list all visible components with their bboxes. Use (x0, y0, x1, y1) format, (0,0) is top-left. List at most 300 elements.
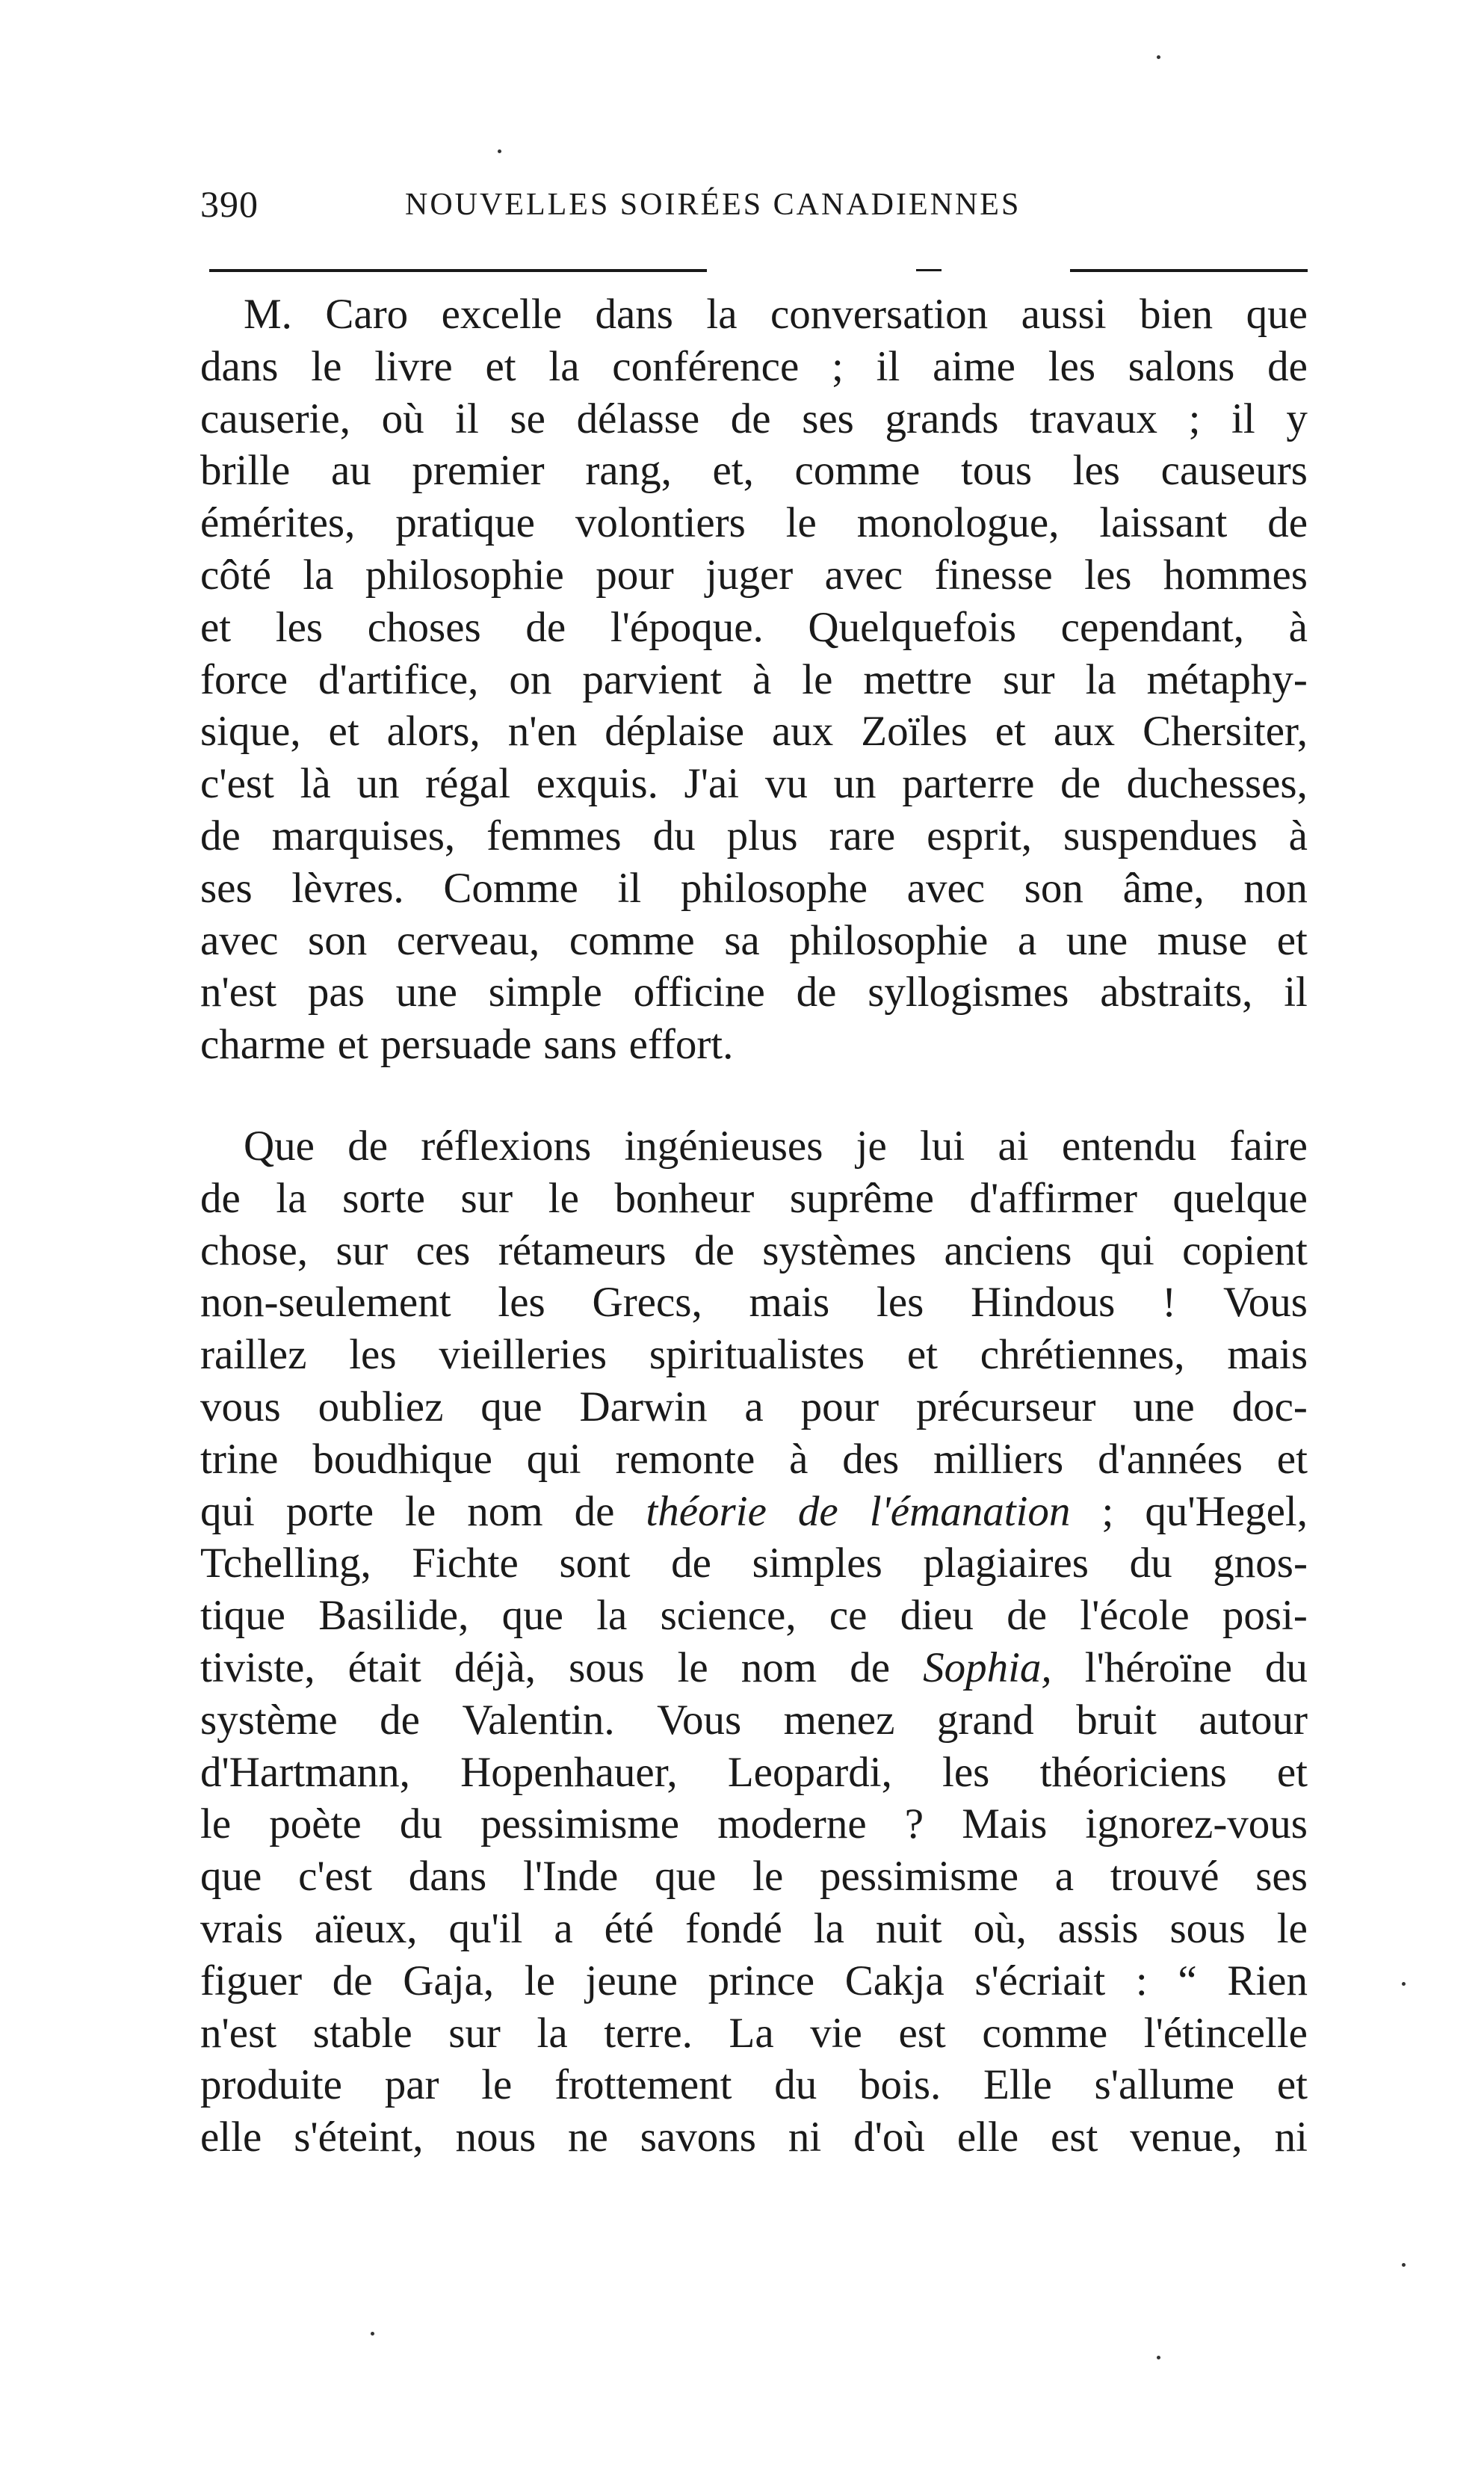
word: qui (200, 1487, 255, 1535)
text-line (200, 1225, 1308, 1277)
running-head (200, 182, 1308, 235)
word: ne (568, 2114, 608, 2161)
word: sa (724, 916, 760, 964)
word: le (752, 1853, 784, 1901)
text-line (200, 1955, 1308, 2007)
word: et (1276, 1748, 1308, 1796)
word: grands (885, 395, 999, 442)
word: Rien (1227, 1957, 1308, 2004)
word: marquises, (271, 812, 456, 859)
text-line (200, 341, 1308, 393)
word: quelque (1172, 1174, 1308, 1222)
word: dans (595, 291, 673, 338)
word: dans (408, 1853, 487, 1901)
word: avec (906, 864, 986, 912)
word: Zoïles (861, 708, 968, 756)
word: que (501, 1592, 563, 1640)
word: plus (726, 812, 798, 859)
word: nuit (875, 1904, 942, 1952)
paragraph (200, 1120, 1308, 2164)
word: la (813, 1904, 844, 1952)
word: d'artifice, (318, 655, 479, 703)
word: simples (752, 1540, 882, 1587)
text-line (200, 1642, 1308, 1694)
word: vieilleries (439, 1331, 607, 1379)
word: cerveau, (396, 916, 540, 964)
word: une (395, 969, 457, 1016)
word: qu'il (448, 1904, 523, 1952)
word: et (1276, 1435, 1308, 1483)
word: sur (1002, 655, 1055, 703)
word: théorie (646, 1487, 767, 1535)
word: chrétiennes, (980, 1331, 1185, 1379)
word: Hopenhauer, (460, 1748, 678, 1796)
word: salons (1128, 342, 1235, 390)
word: et, (712, 447, 754, 495)
word: que (655, 1853, 717, 1901)
word: du (774, 2061, 817, 2109)
word: savons (640, 2114, 756, 2161)
text-line (200, 862, 1308, 915)
word: M. (244, 291, 292, 338)
word: esprit, (927, 812, 1033, 859)
word: pessimisme (480, 1800, 680, 1848)
word: Hindous (971, 1279, 1116, 1327)
word: où (381, 395, 424, 442)
word: de (200, 812, 241, 859)
print-speck (1402, 1982, 1406, 1986)
word: sur (448, 2009, 501, 2057)
word: de (380, 1696, 420, 1744)
word: exquis. (536, 760, 658, 808)
text-line (200, 445, 1308, 497)
word: de (1267, 499, 1308, 547)
word: ni (1274, 2114, 1308, 2161)
word: a (1054, 1853, 1075, 1901)
word: Leopardi, (727, 1748, 892, 1796)
text-line (200, 1381, 1308, 1433)
text-line (200, 810, 1308, 862)
text-line (200, 1747, 1308, 1799)
print-speck (1157, 55, 1160, 59)
word: le (802, 655, 833, 703)
word: mettre (863, 655, 972, 703)
word: posi- (1222, 1592, 1308, 1640)
text-line (200, 2059, 1308, 2111)
word: et (328, 708, 359, 756)
word: venue, (1130, 2114, 1243, 2161)
word: syllogismes (868, 969, 1069, 1016)
word: les (942, 1748, 990, 1796)
word: bruit (1076, 1696, 1157, 1744)
word: non (1243, 864, 1308, 912)
word: où, (973, 1904, 1027, 1952)
word: ce (829, 1592, 868, 1640)
word: ! (1162, 1279, 1177, 1327)
word: les (1084, 551, 1132, 599)
word: trouvé (1110, 1853, 1219, 1901)
word: d'où (853, 2114, 925, 2161)
word: le (548, 1174, 579, 1222)
word: se (510, 395, 545, 442)
text-line (200, 288, 1308, 341)
word: par (384, 2061, 439, 2109)
word: côté (200, 551, 271, 599)
word: s'allume (1094, 2061, 1235, 2109)
word: pratique (395, 499, 535, 547)
word: de (796, 969, 837, 1016)
text-line (200, 706, 1308, 758)
text-line (200, 966, 1308, 1019)
word: qui (1099, 1226, 1154, 1274)
word: bien (1140, 291, 1214, 338)
word: la (1085, 655, 1116, 703)
word: était (347, 1643, 421, 1691)
word: remonte (615, 1435, 755, 1483)
word: Que (244, 1122, 315, 1170)
word: il (617, 864, 642, 912)
word: jeune (585, 1957, 678, 2004)
word: livre (374, 342, 453, 390)
word: métaphy- (1146, 655, 1308, 703)
word: son (1024, 864, 1083, 912)
word: de (797, 1487, 838, 1535)
word: laissant (1099, 499, 1228, 547)
word: pessimisme (820, 1853, 1019, 1901)
word: il (1284, 969, 1308, 1016)
word: de (347, 1122, 389, 1170)
word: suprême (789, 1174, 934, 1222)
word: chose, (200, 1226, 309, 1274)
text-line (200, 1486, 1308, 1538)
word: une (1133, 1383, 1195, 1430)
word: simple (488, 969, 602, 1016)
word: nom (467, 1487, 543, 1535)
word: force (200, 655, 288, 703)
word: l'émanation (869, 1487, 1071, 1535)
word: Grecs, (592, 1279, 702, 1327)
word: et (1276, 916, 1308, 964)
word: le (785, 499, 817, 547)
word: système (200, 1696, 338, 1744)
body-text (200, 288, 1308, 2164)
word: s'écriait (974, 1957, 1106, 2004)
word: n'est (200, 969, 277, 1016)
word: les (1072, 447, 1120, 495)
word: tique (200, 1592, 285, 1640)
word: grand (936, 1696, 1034, 1744)
word: et (1276, 2061, 1308, 2109)
word: c'est (298, 1853, 372, 1901)
word: sorte (342, 1174, 425, 1222)
word: gnos- (1213, 1540, 1308, 1587)
word: porte (285, 1487, 374, 1535)
word: vrais (200, 1904, 283, 1952)
word: a (1017, 916, 1037, 964)
word: sont (559, 1540, 631, 1587)
word: de (730, 395, 771, 442)
word: le (1276, 1904, 1308, 1952)
word: Vous (657, 1696, 742, 1744)
word: Fichte (412, 1540, 519, 1587)
word: ses (200, 864, 253, 912)
word: lui (920, 1122, 965, 1170)
word: comme (569, 916, 695, 964)
word: comme (794, 447, 921, 495)
word: le (200, 1800, 232, 1848)
word: tous (960, 447, 1033, 495)
word: s'éteint, (294, 2114, 424, 2161)
word: Tchelling, (200, 1540, 371, 1587)
word: et (485, 342, 516, 390)
word: a (744, 1383, 764, 1430)
word: Gaja, (403, 1957, 495, 2004)
print-speck (1402, 2263, 1406, 2267)
header-rule-fragment (916, 269, 942, 271)
word: les (275, 603, 324, 651)
word: avec (824, 551, 903, 599)
word: sans (543, 1021, 617, 1069)
word: pour (596, 551, 674, 599)
word: ; (832, 342, 844, 390)
word: n'en (507, 708, 578, 756)
word: la (303, 551, 334, 599)
word: théoriciens (1039, 1748, 1227, 1796)
word: duchesses, (1126, 760, 1308, 808)
word: l'étincelle (1143, 2009, 1308, 2057)
text-line (200, 915, 1308, 967)
word: régal (425, 760, 511, 808)
word: d'années (1098, 1435, 1243, 1483)
word: boudhique (312, 1435, 492, 1483)
word: juger (705, 551, 794, 599)
word: finesse (934, 551, 1053, 599)
word: n'est (200, 2009, 277, 2057)
print-speck (1157, 2356, 1160, 2359)
word: que (200, 1853, 262, 1901)
word: Quelquefois (808, 603, 1017, 651)
word: rétameurs (498, 1226, 667, 1274)
word: il (1231, 395, 1255, 442)
word: vous (200, 1383, 281, 1430)
word: la (276, 1174, 307, 1222)
word: ces (415, 1226, 471, 1274)
word: charme (200, 1021, 326, 1069)
word: philosophie (365, 551, 564, 599)
word: copient (1182, 1226, 1308, 1274)
word: Elle (983, 2061, 1052, 2109)
word: de (1267, 342, 1308, 390)
word: choses (367, 603, 481, 651)
word: des (842, 1435, 900, 1483)
word: et (995, 708, 1026, 756)
word: effort. (628, 1021, 734, 1069)
word: excelle (441, 291, 562, 338)
word: causeurs (1160, 447, 1308, 495)
word: bois. (859, 2061, 942, 2109)
word: les (498, 1279, 545, 1327)
word: non-seulement (200, 1279, 451, 1327)
word: Vous (1222, 1279, 1308, 1327)
word: que (480, 1383, 542, 1430)
word: volontiers (575, 499, 746, 547)
word: là (300, 760, 331, 808)
word: et (337, 1021, 368, 1069)
word: travaux (1030, 395, 1157, 442)
word: faire (1229, 1122, 1308, 1170)
word: elle (200, 2114, 262, 2161)
word: ingénieuses (624, 1122, 823, 1170)
text-line (200, 1798, 1308, 1850)
word: rang, (585, 447, 672, 495)
word: la (548, 342, 580, 390)
word: Cakja (844, 1957, 944, 2004)
word: science, (660, 1592, 797, 1640)
word: systèmes (762, 1226, 917, 1274)
word: avec (200, 916, 279, 964)
header-rule (209, 269, 707, 272)
word: ses (802, 395, 854, 442)
text-line (200, 654, 1308, 706)
word: “ (1178, 1957, 1197, 2004)
text-line (200, 1903, 1308, 1955)
word: sur (336, 1226, 389, 1274)
word: la (596, 1592, 628, 1640)
word: philosophe (680, 864, 868, 912)
word: Valentin. (462, 1696, 615, 1744)
text-line (200, 2111, 1308, 2164)
word: déjà, (454, 1643, 537, 1691)
word: qu'Hegel, (1145, 1487, 1308, 1535)
word: ; (1101, 1487, 1114, 1535)
word: le (405, 1487, 436, 1535)
word: ai (998, 1122, 1029, 1170)
word: brille (200, 447, 291, 495)
word: à (789, 1435, 809, 1483)
word: réflexions (421, 1122, 592, 1170)
word: produite (200, 2061, 342, 2109)
word: Chersiter, (1143, 708, 1308, 756)
word: une (1066, 916, 1128, 964)
word: bonheur (614, 1174, 755, 1222)
word: parterre (902, 760, 1035, 808)
text-line (200, 1277, 1308, 1329)
word: de (850, 1643, 891, 1691)
word: et (906, 1331, 938, 1379)
word: premier (412, 447, 545, 495)
word: la (706, 291, 738, 338)
word: d'Hartmann, (200, 1748, 410, 1796)
word: y (1286, 395, 1308, 442)
running-title: NOUVELLES SOIRÉES CANADIENNES (405, 188, 1021, 222)
text-line (200, 1019, 1308, 1071)
word: de (1060, 760, 1101, 808)
word: parvient (582, 655, 723, 703)
word: assis (1057, 1904, 1139, 1952)
word: nous (455, 2114, 537, 2161)
word: été (604, 1904, 655, 1952)
word: stable (312, 2009, 412, 2057)
word: sur (460, 1174, 513, 1222)
word: le (524, 1957, 555, 2004)
word: ni (788, 2114, 822, 2161)
text-line (200, 1120, 1308, 1173)
print-speck (371, 2332, 374, 2336)
word: son (308, 916, 368, 964)
word: délasse (576, 395, 700, 442)
word: de (200, 1174, 241, 1222)
word: déplaise (605, 708, 744, 756)
word: doc- (1231, 1383, 1308, 1430)
word: est (898, 2009, 946, 2057)
text-line (200, 393, 1308, 445)
word: au (330, 447, 371, 495)
word: l'époque. (610, 603, 764, 651)
word: précurseur (915, 1383, 1096, 1430)
word: prince (708, 1957, 815, 2004)
word: Caro (325, 291, 409, 338)
word: il (455, 395, 479, 442)
word: on (509, 655, 552, 703)
word: l'héroïne (1084, 1643, 1232, 1691)
word: : (1135, 1957, 1148, 2004)
word: causerie, (200, 395, 350, 442)
word: sique, (200, 708, 301, 756)
word: menez (783, 1696, 895, 1744)
word: à (1288, 812, 1308, 859)
word: Mais (962, 1800, 1048, 1848)
word: âme, (1122, 864, 1205, 912)
text-line (200, 1590, 1308, 1642)
word: cependant, (1060, 603, 1244, 651)
word: de (332, 1957, 373, 2004)
word: conversation (770, 291, 989, 338)
word: aux (1053, 708, 1116, 756)
word: rare (829, 812, 896, 859)
word: spiritualistes (649, 1331, 865, 1379)
text-line (200, 1537, 1308, 1590)
text-line (200, 1173, 1308, 1225)
word: raillez (200, 1331, 307, 1379)
word: officine (633, 969, 765, 1016)
word: du (1264, 1643, 1308, 1691)
word: de (671, 1540, 711, 1587)
word: je (856, 1122, 887, 1170)
word: le (481, 2061, 513, 2109)
word: abstraits, (1100, 969, 1253, 1016)
word: autour (1199, 1696, 1308, 1744)
word: aime (933, 342, 1015, 390)
text-line (200, 1850, 1308, 1903)
word: émérites, (200, 499, 356, 547)
word: ; (1188, 395, 1201, 442)
word: les (349, 1331, 397, 1379)
word: Sophia, (923, 1643, 1052, 1691)
word: pas (307, 969, 365, 1016)
word: de (693, 1226, 735, 1274)
word: du (1129, 1540, 1172, 1587)
word: philosophie (789, 916, 989, 964)
text-line (200, 758, 1308, 810)
word: un (833, 760, 877, 808)
word: fondé (685, 1904, 782, 1952)
word: persuade (380, 1021, 532, 1069)
word: mais (749, 1279, 830, 1327)
word: et (200, 603, 232, 651)
word: est (1051, 2114, 1098, 2161)
word: dieu (900, 1592, 974, 1640)
word: a (554, 1904, 573, 1952)
